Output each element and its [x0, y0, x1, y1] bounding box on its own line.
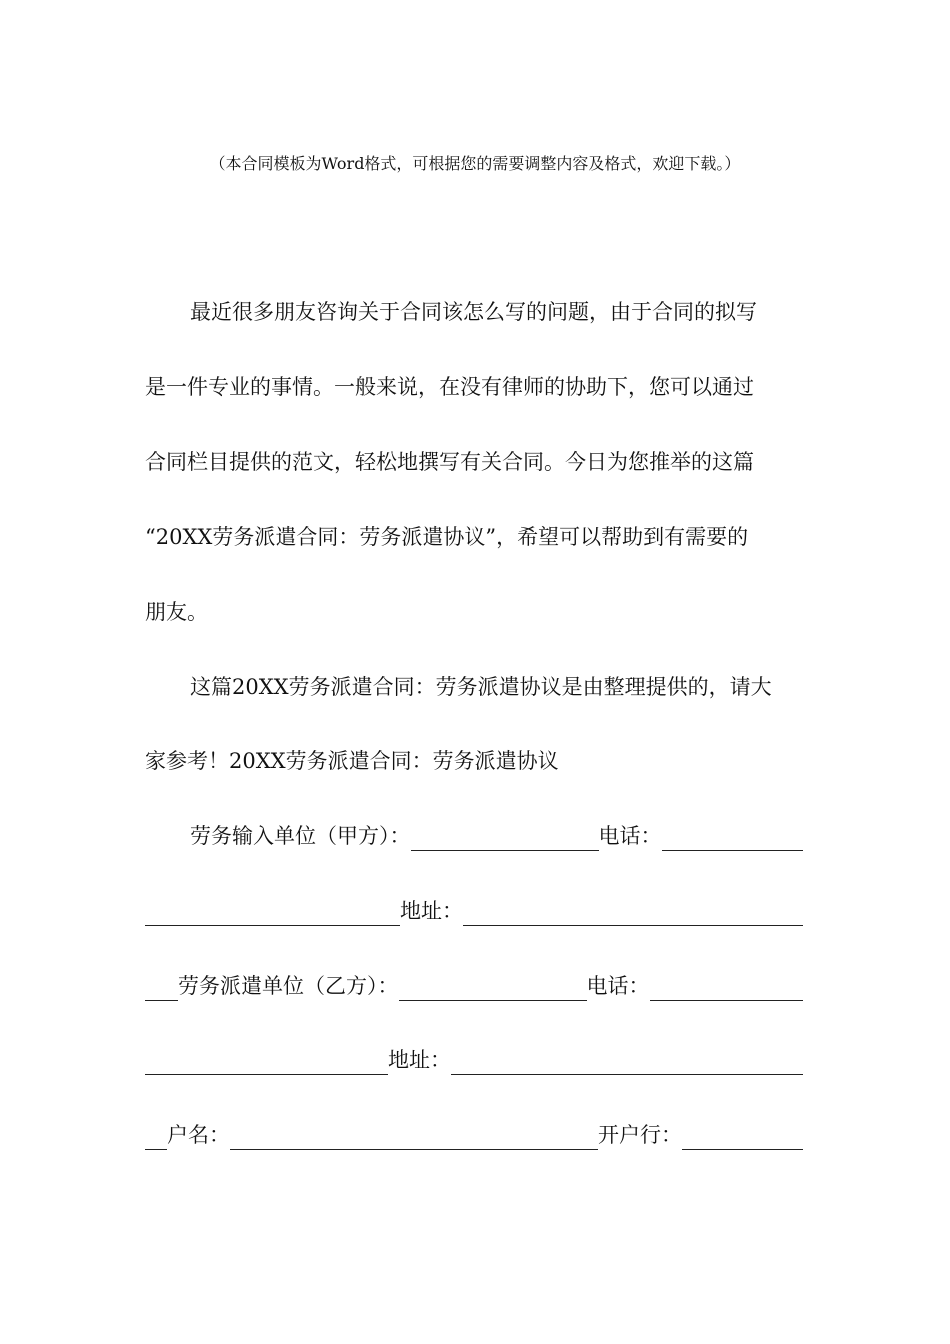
party-b-label: 劳务派遣单位（乙方）： — [178, 974, 399, 998]
account-name-label: 户名： — [167, 1123, 230, 1147]
party-a-address-row — [145, 896, 803, 926]
party-a-phone-label: 电话： — [598, 824, 662, 848]
party-a-row — [190, 821, 803, 851]
party-a-address-field[interactable] — [463, 903, 803, 926]
party-a-name-field[interactable] — [411, 828, 599, 851]
party-a-phone-field[interactable] — [662, 828, 804, 851]
bank-field[interactable] — [682, 1127, 803, 1150]
party-b-address-field-cont[interactable] — [145, 1127, 167, 1150]
party-a-phone-field-cont[interactable] — [145, 903, 400, 926]
paragraph1-line-2: 是一件专业的事情。一般来说，在没有律师的协助下，您可以通过 — [145, 375, 754, 399]
party-b-address-row — [145, 1045, 803, 1075]
party-b-name-field[interactable] — [399, 978, 587, 1001]
party-b-phone-label: 电话： — [586, 974, 650, 998]
account-name-field[interactable] — [230, 1127, 598, 1150]
party-b-address-label: 地址： — [388, 1048, 451, 1072]
party-b-address-field[interactable] — [451, 1052, 803, 1075]
paragraph1-line-1: 最近很多朋友咨询关于合同该怎么写的问题，由于合同的拟写 — [190, 300, 757, 324]
paragraph2-line-2: 家参考！20XX劳务派遣合同：劳务派遣协议 — [145, 749, 559, 773]
template-note: （本合同模板为Word格式，可根据您的需要调整内容及格式，欢迎下载。） — [209, 154, 741, 173]
party-a-label: 劳务输入单位（甲方）： — [190, 824, 411, 848]
party-a-address-label: 地址： — [400, 899, 463, 923]
paragraph1-line-4: “20XX劳务派遣合同：劳务派遣协议”，希望可以帮助到有需要的 — [145, 525, 749, 549]
account-row — [145, 1120, 803, 1150]
party-b-phone-field[interactable] — [650, 978, 804, 1001]
party-a-address-field-cont[interactable] — [145, 978, 178, 1001]
paragraph2-line-1: 这篇20XX劳务派遣合同：劳务派遣协议是由整理提供的，请大 — [190, 675, 772, 699]
party-b-row — [145, 971, 803, 1001]
party-b-phone-field-cont[interactable] — [145, 1052, 388, 1075]
paragraph1-line-5: 朋友。 — [145, 600, 208, 624]
paragraph1-line-3: 合同栏目提供的范文，轻松地撰写有关合同。今日为您推举的这篇 — [145, 450, 754, 474]
bank-label: 开户行： — [598, 1123, 682, 1147]
